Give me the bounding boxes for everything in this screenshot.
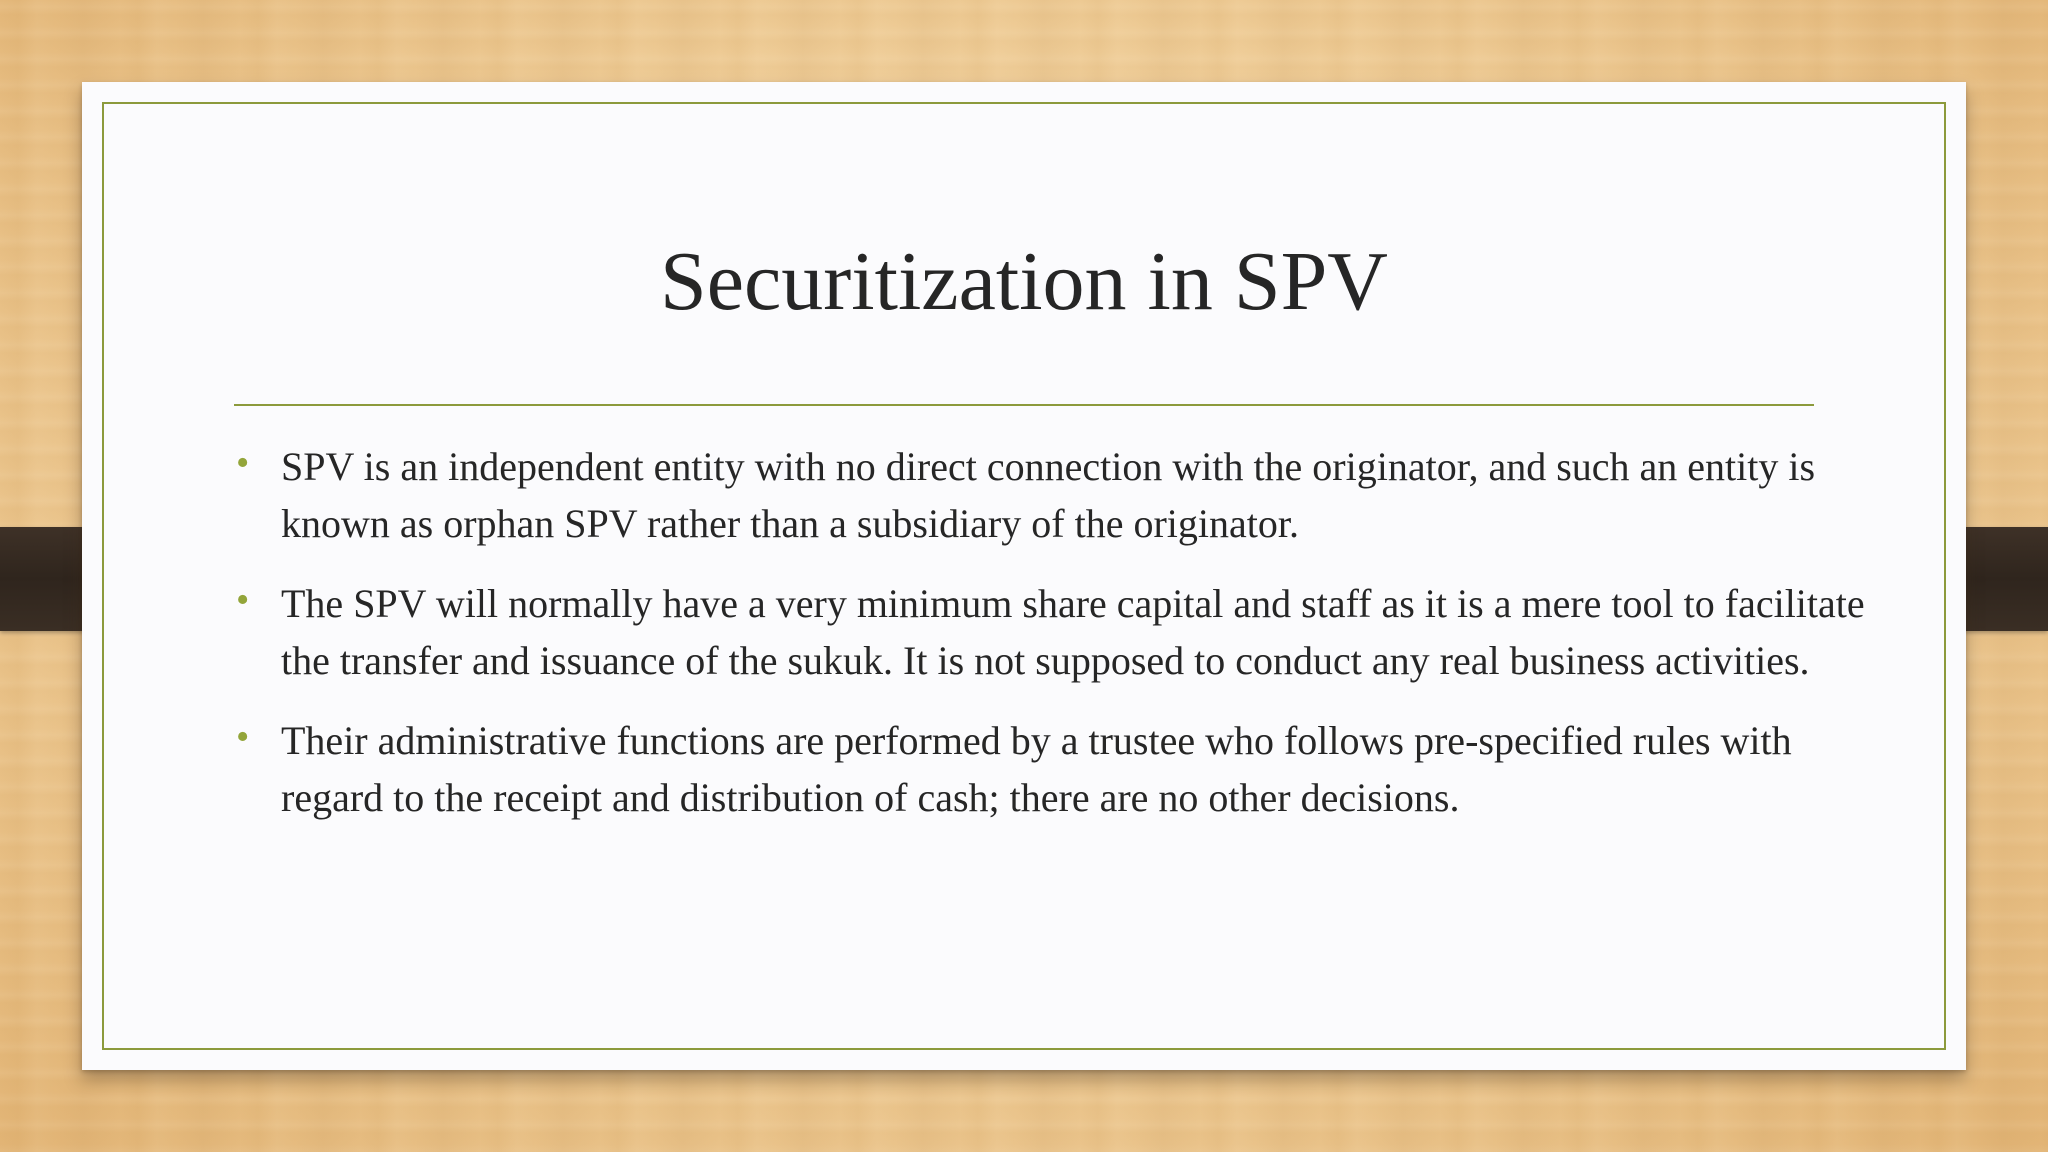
- bullet-item: [234, 438, 1874, 552]
- bullet-item: [234, 712, 1874, 826]
- bullet-text: Their administrative functions are performed by a trustee who follows pre-specified rules with regard to the receipt and distribution of cash; there are no other decisions.: [281, 718, 1792, 820]
- bullet-text: SPV is an independent entity with no direct connection with the originator, and such an entity is known as orphan SPV rather than a subsidiary of the originator.: [281, 444, 1816, 546]
- bullet-marker: •: [236, 579, 250, 621]
- title-divider: [234, 404, 1814, 406]
- bullet-item: [234, 575, 1874, 689]
- bullet-marker: •: [236, 442, 250, 484]
- slide: [82, 82, 1966, 1070]
- slide-title: Securitization in SPV: [660, 235, 1388, 328]
- bullet-text: The SPV will normally have a very minimum share capital and staff as it is a mere tool to facilitate the transfer and issuance of the sukuk. It is not supposed to conduct any real business activities.: [281, 581, 1865, 683]
- bullet-marker: •: [236, 716, 250, 758]
- bullet-list: [234, 438, 1874, 849]
